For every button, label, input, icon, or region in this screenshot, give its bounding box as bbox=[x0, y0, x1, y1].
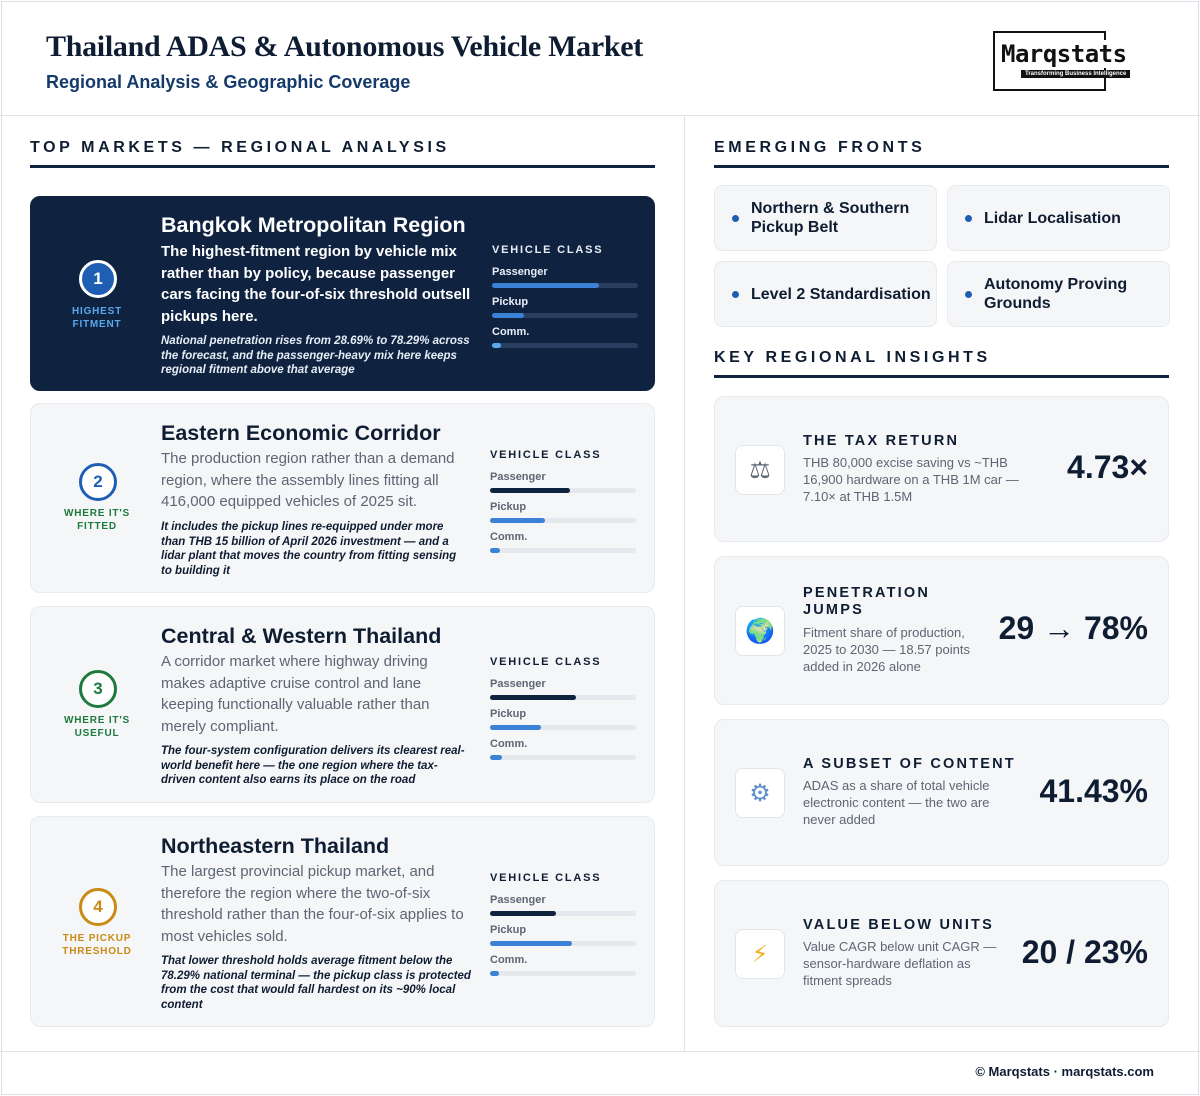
bar-fill bbox=[490, 755, 502, 760]
region-name: Eastern Economic Corridor bbox=[161, 421, 441, 445]
bullet-dot bbox=[965, 291, 972, 298]
region-note: That lower threshold holds average fitment below the 78.29% national terminal — the pickup class is protected from the cost that would fall hardest on its ~90% local content bbox=[161, 955, 471, 1011]
bar-fill bbox=[490, 941, 572, 946]
bar-track bbox=[490, 548, 636, 553]
front-label: Lidar Localisation bbox=[984, 209, 1121, 227]
front-card bbox=[947, 261, 1170, 327]
footer-credit: © Marqstats · marqstats.com bbox=[975, 1064, 1154, 1079]
insight-description: Value CAGR below unit CAGR — sensor-hardware deflation as fitment spreads bbox=[803, 939, 997, 988]
bar-label: Comm. bbox=[492, 326, 530, 338]
footer-rule bbox=[0, 1051, 1200, 1052]
bar-label: Comm. bbox=[490, 738, 528, 750]
bar-fill bbox=[490, 971, 499, 976]
region-card-bangkok bbox=[30, 196, 655, 391]
vehicle-class-chart bbox=[490, 449, 636, 561]
insight-title: THE TAX RETURN bbox=[803, 433, 960, 449]
vehicle-class-chart bbox=[490, 656, 636, 768]
bullet-dot bbox=[965, 215, 972, 222]
rank-badge: 2 bbox=[79, 463, 117, 501]
region-card-eastern bbox=[30, 403, 655, 593]
bar-label: Comm. bbox=[490, 531, 528, 543]
bar-fill bbox=[490, 548, 500, 553]
bar-track bbox=[490, 941, 636, 946]
rank-label: WHERE IT'S FITTED bbox=[64, 508, 130, 532]
logo: Marqstats bbox=[1001, 40, 1127, 68]
bar-track bbox=[490, 695, 636, 700]
logo-tagline: Transforming Business Intelligence bbox=[1021, 70, 1130, 78]
front-label: Autonomy Proving Grounds bbox=[984, 276, 1128, 312]
bar-label: Passenger bbox=[492, 266, 548, 278]
region-note: It includes the pickup lines re-equipped under more than THB 15 billion of April 2026 investment — and a lidar plant that moves the country from fitting sensing to building it bbox=[161, 521, 457, 577]
region-card-northeastern bbox=[30, 816, 655, 1027]
bar-fill bbox=[492, 283, 599, 288]
bar-label: Passenger bbox=[490, 894, 546, 906]
bar-track bbox=[490, 755, 636, 760]
region-name: Central & Western Thailand bbox=[161, 624, 442, 648]
bar-fill bbox=[490, 911, 556, 916]
rank-badge: 1 bbox=[79, 260, 117, 298]
bar-fill bbox=[490, 725, 541, 730]
bar-track bbox=[490, 518, 636, 523]
vehicle-class-chart bbox=[492, 244, 638, 356]
region-name: Northeastern Thailand bbox=[161, 834, 390, 858]
bar-track bbox=[490, 911, 636, 916]
rank-label: THE PICKUP THRESHOLD bbox=[62, 933, 132, 957]
front-card bbox=[714, 261, 937, 327]
region-note: National penetration rises from 28.69% to 78.29% across the forecast, and the passenger-heavy mix here keeps regional fitment above that average bbox=[161, 335, 470, 376]
insight-card bbox=[714, 719, 1169, 866]
bar-fill bbox=[490, 695, 576, 700]
gear-icon: ⚙ bbox=[735, 768, 785, 818]
page-subtitle: Regional Analysis & Geographic Coverage bbox=[46, 72, 411, 92]
scales-icon: ⚖ bbox=[735, 445, 785, 495]
lightning-icon: ⚡ bbox=[735, 929, 785, 979]
bar-fill bbox=[490, 488, 570, 493]
bar-track bbox=[490, 971, 636, 976]
bar-track bbox=[492, 283, 638, 288]
bar-track bbox=[492, 343, 638, 348]
insight-card bbox=[714, 556, 1169, 705]
page-title: Thailand ADAS & Autonomous Vehicle Market bbox=[46, 30, 643, 63]
insight-description: Fitment share of production, 2025 to 2030 — 18.57 points added in 2026 alone bbox=[803, 625, 970, 674]
bar-label: Pickup bbox=[490, 501, 527, 513]
insight-description: THB 80,000 excise saving vs ~THB 16,900 hardware on a THB 1M car — 7.10× at THB 1.5M bbox=[803, 455, 1019, 504]
front-card bbox=[714, 185, 937, 251]
region-description: The production region rather than a demand region, where the assembly lines fitting all 416,000 equipped vehicles of 2025 sit. bbox=[161, 450, 455, 510]
bar-label: Pickup bbox=[492, 296, 529, 308]
bar-label: Passenger bbox=[490, 471, 546, 483]
region-description: The highest-fitment region by vehicle mix rather than by policy, because passenger cars facing the four-of-six threshold outsell pickups here. bbox=[161, 243, 471, 325]
emerging-fronts-rule bbox=[714, 165, 1169, 168]
bar-label: Comm. bbox=[490, 954, 528, 966]
region-description: A corridor market where highway driving makes adaptive cruise control and lane keeping functionally valuable rather than merely compliant. bbox=[161, 653, 430, 735]
insight-title: PENETRATION JUMPS bbox=[803, 585, 931, 618]
insight-card bbox=[714, 880, 1169, 1027]
vehicle-class-title: VEHICLE CLASS bbox=[492, 244, 604, 256]
bar-label: Passenger bbox=[490, 678, 546, 690]
bar-label: Pickup bbox=[490, 924, 527, 936]
bar-track bbox=[492, 313, 638, 318]
insight-value: 41.43% bbox=[1039, 773, 1148, 809]
vehicle-class-title: VEHICLE CLASS bbox=[490, 872, 602, 884]
top-markets-title: TOP MARKETS — REGIONAL ANALYSIS bbox=[30, 139, 450, 156]
bar-label: Pickup bbox=[490, 708, 527, 720]
rank-label: WHERE IT'S USEFUL bbox=[64, 715, 130, 739]
key-insights-rule bbox=[714, 375, 1169, 378]
vehicle-class-title: VEHICLE CLASS bbox=[490, 449, 602, 461]
bar-track bbox=[490, 488, 636, 493]
front-label: Northern & Southern Pickup Belt bbox=[751, 200, 910, 236]
header bbox=[0, 0, 1200, 116]
region-note: The four-system configuration delivers its clearest real-world benefit here — the one region where the tax-driven content also earns its place on the road bbox=[161, 745, 465, 786]
top-markets-rule bbox=[30, 165, 655, 168]
insight-value: 20 / 23% bbox=[1021, 934, 1148, 970]
insight-description: ADAS as a share of total vehicle electronic content — the two are never added bbox=[803, 778, 990, 827]
region-description: The largest provincial pickup market, and therefore the region where the two-of-six threshold rather than the four-of-six applies to most vehicles sold. bbox=[161, 863, 464, 945]
bar-fill bbox=[490, 518, 545, 523]
insight-title: A SUBSET OF CONTENT bbox=[803, 756, 1016, 772]
vehicle-class-chart bbox=[490, 872, 636, 984]
region-name: Bangkok Metropolitan Region bbox=[161, 213, 466, 237]
insight-value: 29 → 78% bbox=[998, 610, 1148, 646]
bar-fill bbox=[492, 313, 524, 318]
rank-badge: 3 bbox=[79, 670, 117, 708]
bullet-dot bbox=[732, 291, 739, 298]
key-insights-title: KEY REGIONAL INSIGHTS bbox=[714, 349, 991, 366]
rank-label: HIGHEST FITMENT bbox=[71, 306, 123, 330]
insight-title: VALUE BELOW UNITS bbox=[803, 917, 994, 933]
insight-value: 4.73× bbox=[1067, 449, 1148, 485]
bullet-dot bbox=[732, 215, 739, 222]
front-card bbox=[947, 185, 1170, 251]
front-label: Level 2 Standardisation bbox=[751, 285, 931, 303]
bar-track bbox=[490, 725, 636, 730]
insight-card bbox=[714, 396, 1169, 542]
column-divider bbox=[684, 116, 685, 1051]
emerging-fronts-title: EMERGING FRONTS bbox=[714, 139, 926, 156]
rank-badge: 4 bbox=[79, 888, 117, 926]
bar-fill bbox=[492, 343, 501, 348]
region-card-central-western bbox=[30, 606, 655, 803]
globe-icon: 🌍 bbox=[735, 606, 785, 656]
vehicle-class-title: VEHICLE CLASS bbox=[490, 656, 602, 668]
